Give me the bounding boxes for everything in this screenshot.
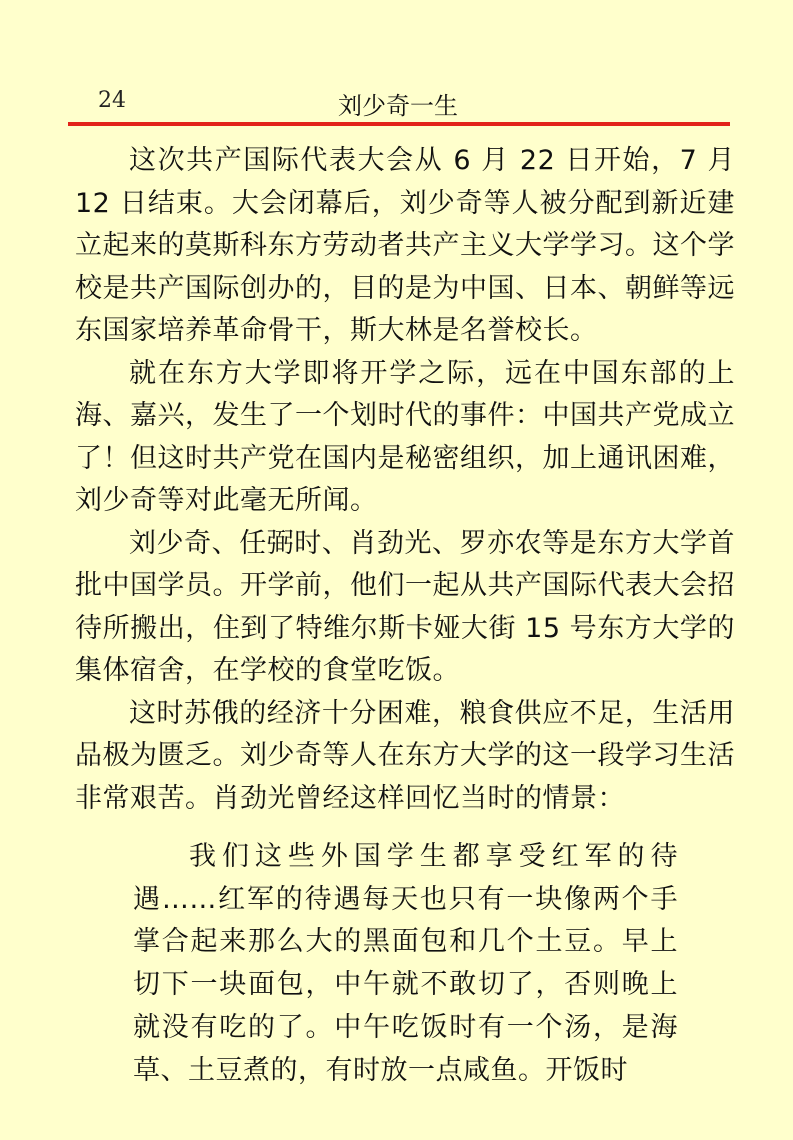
running-title: 刘少奇一生	[338, 92, 458, 120]
header-rule	[68, 122, 730, 126]
paragraph: 就在东方大学即将开学之际，远在中国东部的上海、嘉兴，发生了一个划时代的事件：中国共产党成立了！但这时共产党在国内是秘密组织，加上通讯困难，刘少奇等对此毫无所闻。	[75, 357, 735, 516]
quote-paragraph: 我们这些外国学生都享受红军的待遇……红军的待遇每天也只有一块像两个手掌合起来那么大的黑面包和几个土豆。早上切下一块面包，中午就不敢切了，否则晚上就没有吃的了。中午吃饭时有一个汤，是海草、土豆煮的，有时放一点咸鱼。开饭时	[133, 841, 678, 1086]
body-text	[75, 140, 735, 820]
paragraph: 刘少奇、任弼时、肖劲光、罗亦农等是东方大学首批中国学员。开学前，他们一起从共产国际代表大会招待所搬出，住到了特维尔斯卡娅大街 15 号东方大学的集体宿舍，在学校的食堂吃饭。	[75, 527, 735, 686]
block-quote	[133, 836, 678, 1092]
page-number: 24	[98, 88, 126, 113]
paragraph: 这次共产国际代表大会从 6 月 22 日开始，7 月 12 日结束。大会闭幕后，刘少奇等人被分配到新近建立起来的莫斯科东方劳动者共产主义大学学习。这个学校是共产国际创办的，目的是为中国、日本、朝鲜等远东国家培养革命骨干，斯大林是名誉校长。	[75, 145, 735, 346]
page-header	[68, 84, 728, 120]
paragraph: 这时苏俄的经济十分困难，粮食供应不足，生活用品极为匮乏。刘少奇等人在东方大学的这一段学习生活非常艰苦。肖劲光曾经这样回忆当时的情景：	[75, 697, 735, 814]
